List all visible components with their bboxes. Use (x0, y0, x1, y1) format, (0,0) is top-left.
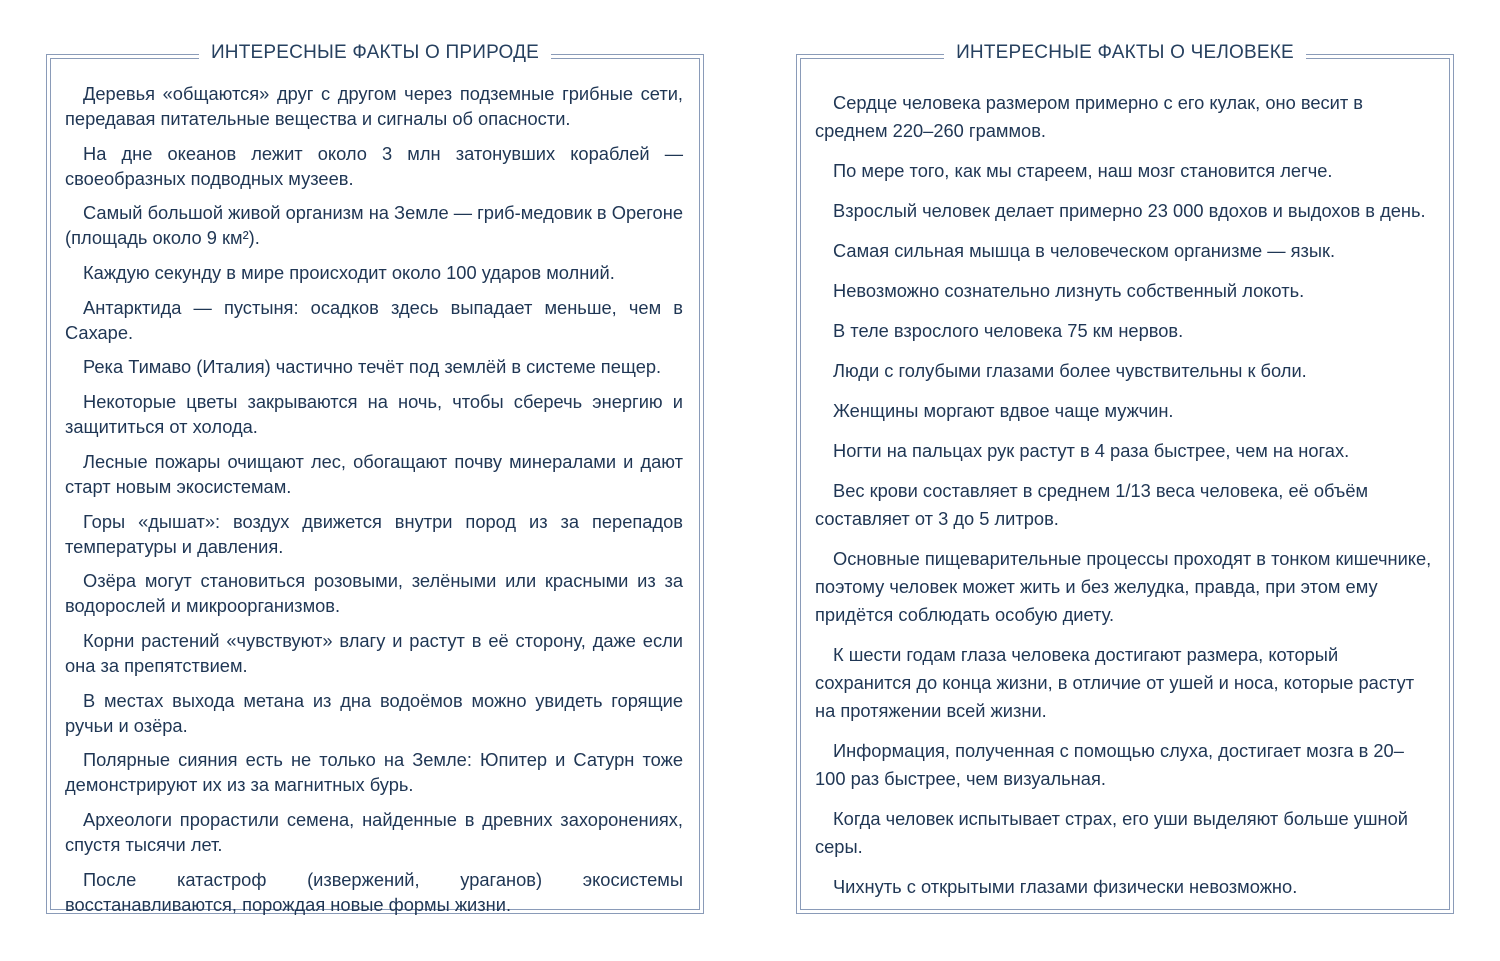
human-fact: Люди с голубыми глазами более чувствительны к боли. (833, 360, 1307, 381)
nature-facts-panel (46, 42, 704, 915)
human-facts-frame (800, 42, 1450, 910)
nature-fact: В местах выхода метана из дна водоёмов можно увидеть горящие ручьи и озёра. (65, 689, 683, 736)
human-fact: Сердце человека размером примерно с его кулак, оно весит в среднем 220–260 граммов. (815, 92, 1364, 141)
nature-facts-frame (50, 42, 700, 915)
human-fact: Информация, полученная с помощью слуха, достигает мозга в 20–100 раз быстрее, чем визуальная. (815, 740, 1404, 789)
human-facts-title-wrap (801, 41, 1449, 65)
human-fact: Вес крови составляет в среднем 1/13 веса человека, её объём составляет от 3 до 5 литров. (815, 480, 1369, 529)
human-facts-list (815, 89, 1433, 913)
nature-fact: Река Тимаво (Италия) частично течёт под землёй в системе пещер. (83, 356, 662, 378)
human-fact: В теле взрослого человека 75 км нервов. (833, 320, 1184, 341)
nature-facts-title: ИНТЕРЕСНЫЕ ФАКТЫ О ПРИРОДЕ (199, 41, 551, 65)
human-fact: Самая сильная мышца в человеческом организме — язык. (833, 240, 1336, 261)
nature-fact: Каждую секунду в мире происходит около 100 ударов молний. (83, 262, 615, 284)
nature-fact: После катастроф (извержений, ураганов) экосистемы восстанавливаются, порождая новые формы жизни. (65, 868, 683, 915)
nature-fact: Лесные пожары очищают лес, обогащают почву минералами и дают старт новым экосистемам. (65, 450, 683, 497)
human-facts-title: ИНТЕРЕСНЫЕ ФАКТЫ О ЧЕЛОВЕКЕ (944, 41, 1306, 65)
human-fact: Основные пищеварительные процессы проходят в тонком кишечнике, поэтому человек может жить и без желудка, правда, при этом ему придётся соблюдать особую диету. (815, 548, 1432, 625)
human-fact: Когда человек испытывает страх, его уши выделяют больше ушной серы. (815, 808, 1408, 857)
human-fact: По мере того, как мы стареем, наш мозг становится легче. (833, 160, 1333, 181)
nature-fact: Горы «дышат»: воздух движется внутри пород из за перепадов температуры и давления. (65, 510, 683, 557)
nature-facts-list (65, 81, 683, 926)
nature-fact: На дне океанов лежит около 3 млн затонувших кораблей — своеобразных подводных музеев. (65, 142, 683, 189)
human-fact: Взрослый человек делает примерно 23 000 вдохов и выдохов в день. (833, 200, 1426, 221)
nature-fact: Полярные сияния есть не только на Земле: Юпитер и Сатурн тоже демонстрируют их из за магнитных бурь. (65, 749, 683, 796)
nature-fact: Корни растений «чувствуют» влагу и растут в её сторону, даже если она за препятствием. (65, 629, 683, 676)
human-fact: Ногти на пальцах рук растут в 4 раза быстрее, чем на ногах. (833, 440, 1350, 461)
human-fact: К шести годам глаза человека достигают размера, который сохранится до конца жизни, в отличие от ушей и носа, которые растут на протяжении всей жизни. (815, 644, 1415, 721)
human-fact: Чихнуть с открытыми глазами физически невозможно. (833, 876, 1298, 897)
human-fact: Невозможно сознательно лизнуть собственный локоть. (833, 280, 1305, 301)
nature-fact: Озёра могут становиться розовыми, зелёными или красными из за водорослей и микроорганизмов. (65, 570, 683, 617)
nature-fact: Археологи прорастили семена, найденные в древних захоронениях, спустя тысячи лет. (65, 808, 683, 855)
human-fact: Женщины моргают вдвое чаще мужчин. (833, 400, 1174, 421)
nature-fact: Деревья «общаются» друг с другом через подземные грибные сети, передавая питательные вещества и сигналы об опасности. (65, 83, 683, 129)
human-facts-panel (796, 42, 1454, 914)
nature-fact: Самый большой живой организм на Земле — гриб-медовик в Орегоне (площадь около 9 км²). (65, 202, 683, 249)
nature-fact: Антарктида — пустыня: осадков здесь выпадает меньше, чем в Сахаре. (65, 296, 683, 343)
nature-fact: Некоторые цветы закрываются на ночь, чтобы сберечь энергию и защититься от холода. (65, 391, 683, 438)
nature-facts-title-wrap (51, 41, 699, 65)
